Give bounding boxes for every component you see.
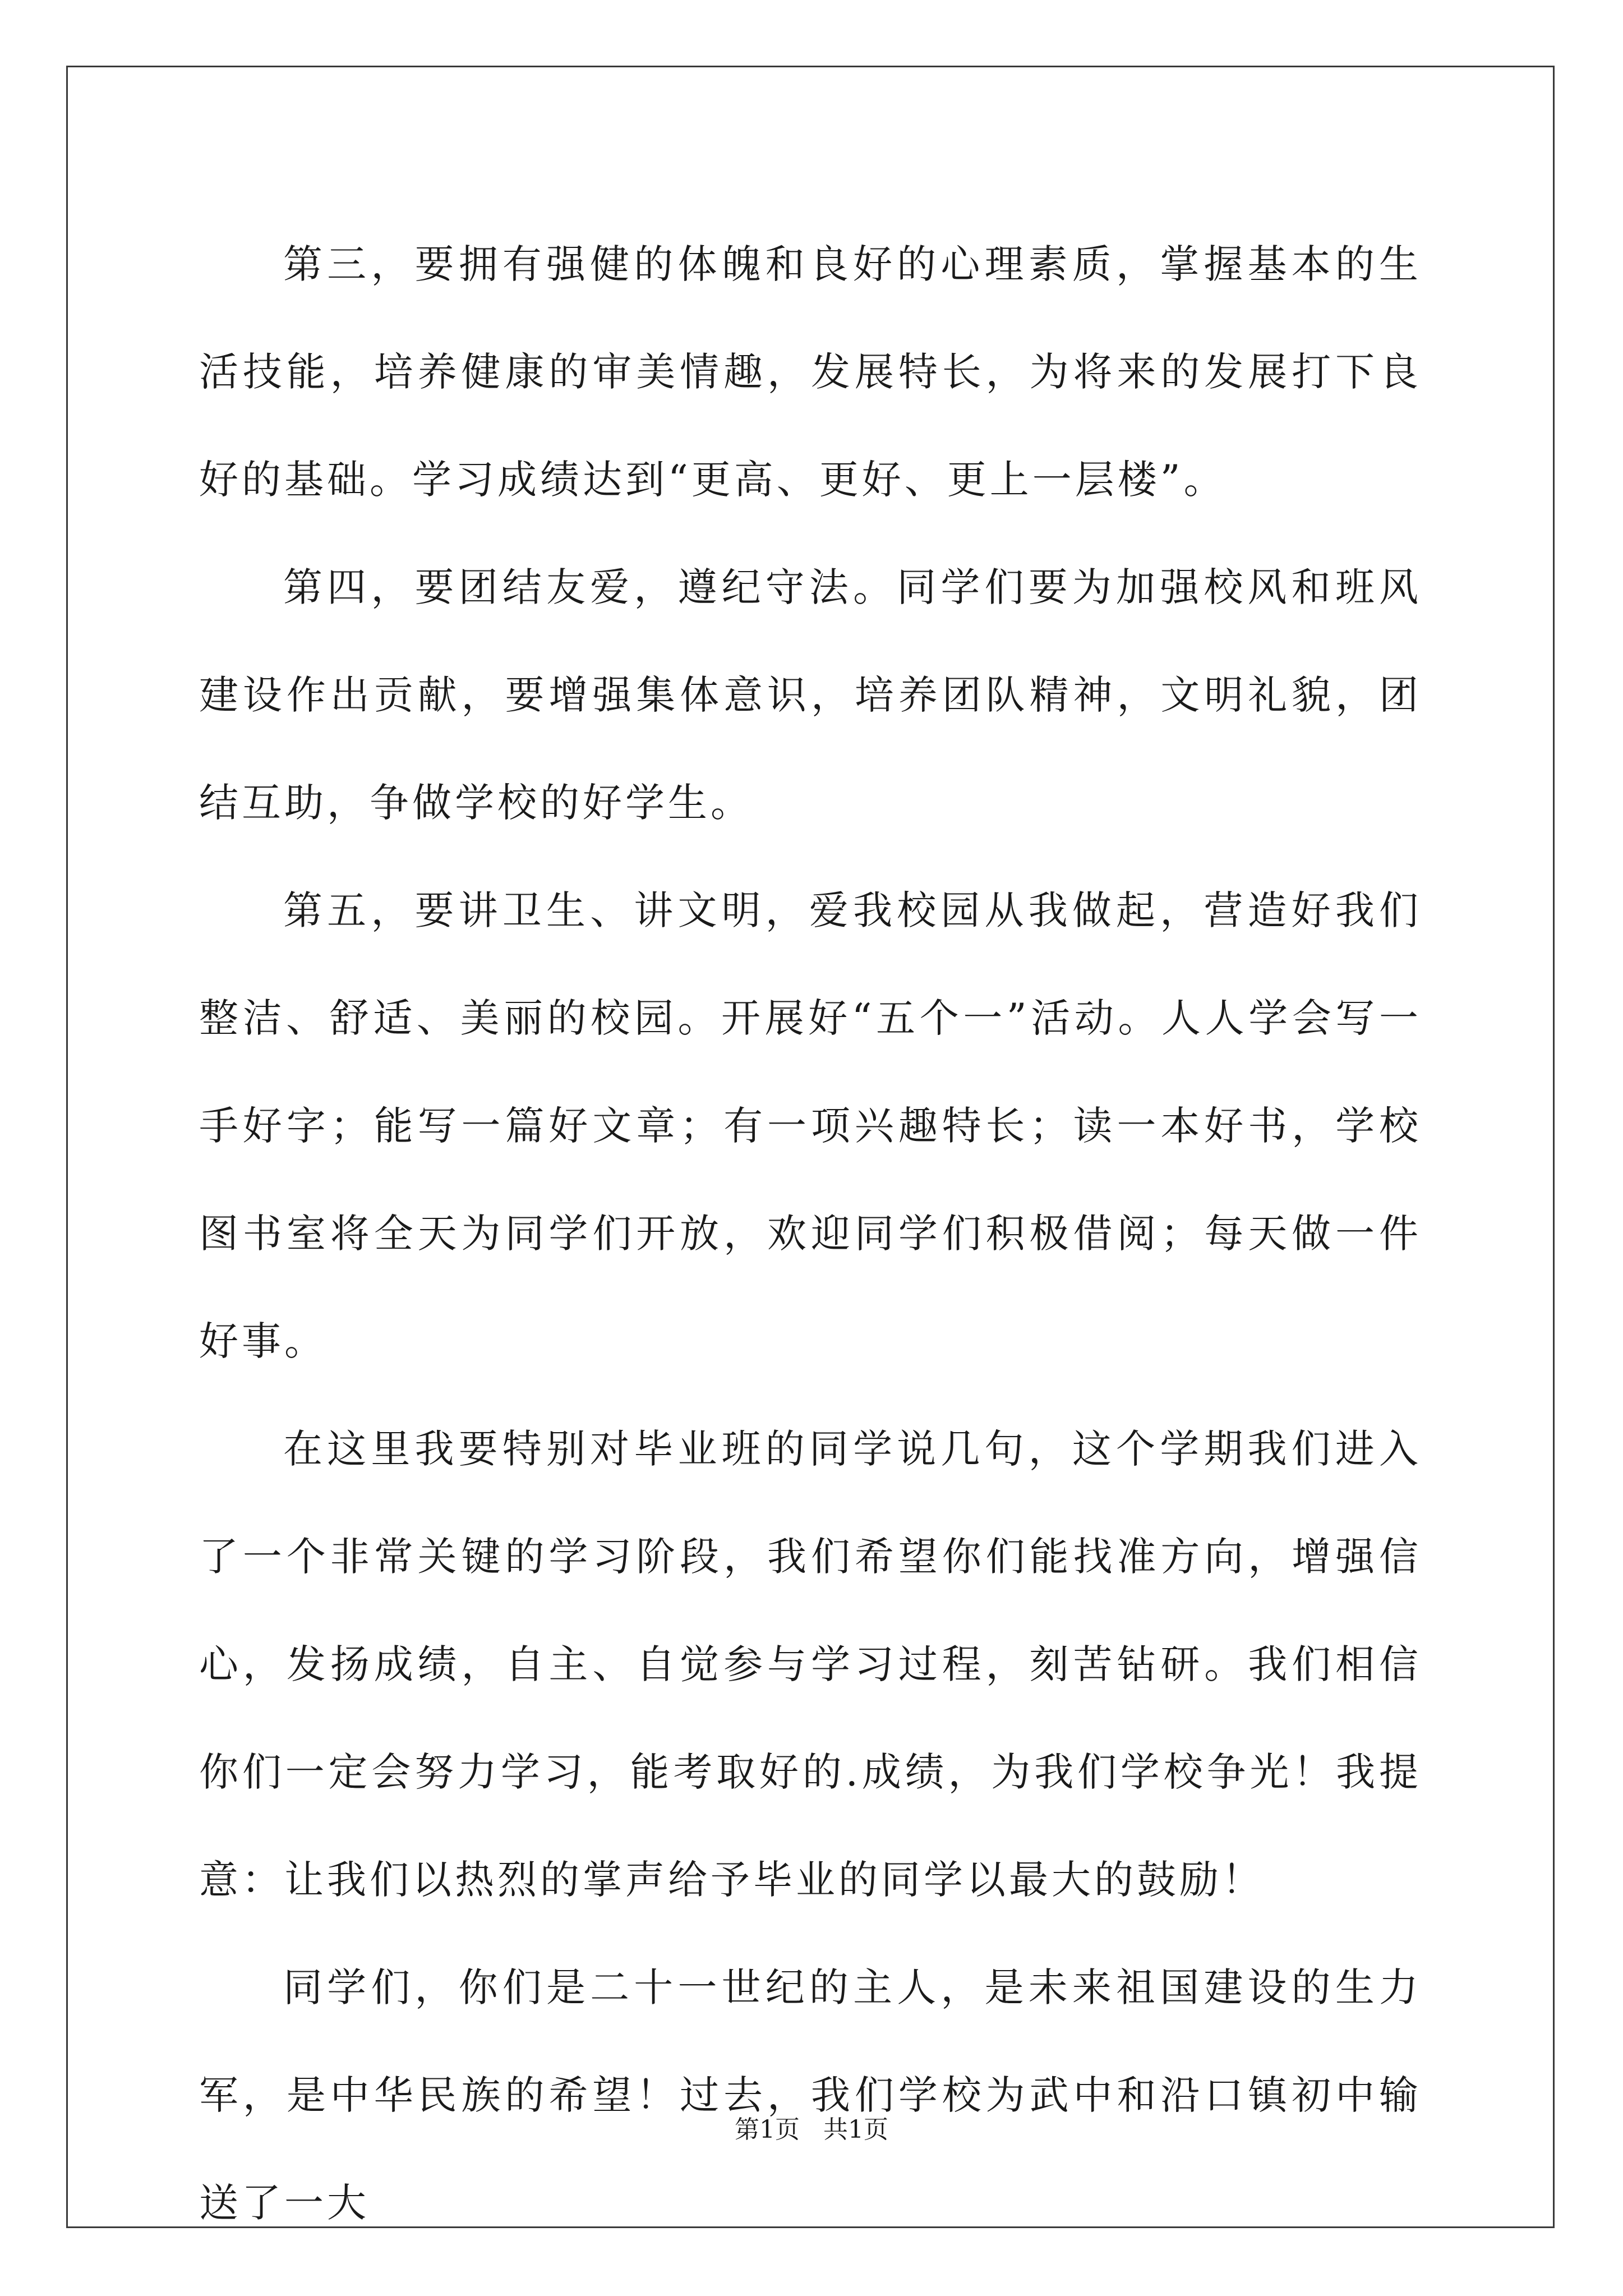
paragraph-4: 第四，要团结友爱，遵纪守法。同学们要为加强校风和班风建设作出贡献，要增强集体意识，培养团队精神，文明礼貌，团结互助，争做学校的好学生。 (199, 564, 1422, 826)
paragraph-students: 同学们，你们是二十一世纪的主人，是未来祖国建设的生力军，是中华民族的希望！过去，我们学校为武中和沿口镇初中输送了一大 (199, 1964, 1422, 2226)
document-body (199, 210, 1422, 2257)
page-number-footer: 第1页 共1页 (735, 2115, 888, 2144)
paragraph-graduates: 在这里我要特别对毕业班的同学说几句，这个学期我们进入了一个非常关键的学习阶段，我们希望你们能找准方向，增强信心，发扬成绩，自主、自觉参与学习过程，刻苦钻研。我们相信你们一定会努力学习，能考取好的.成绩，为我们学校争光！我提意：让我们以热烈的掌声给予毕业的同学以最大的鼓励！ (199, 1426, 1422, 1903)
paragraph-3: 第三，要拥有强健的体魄和良好的心理素质，掌握基本的生活技能，培养健康的审美情趣，发展特长，为将来的发展打下良好的基础。学习成绩达到“更高、更好、更上一层楼”。 (199, 241, 1422, 503)
paragraph-5: 第五，要讲卫生、讲文明，爱我校园从我做起，营造好我们整洁、舒适、美丽的校园。开展好“五个一”活动。人人学会写一手好字；能写一篇好文章；有一项兴趣特长；读一本好书，学校图书室将全天为同学们开放，欢迎同学们积极借阅；每天做一件好事。 (199, 887, 1422, 1364)
